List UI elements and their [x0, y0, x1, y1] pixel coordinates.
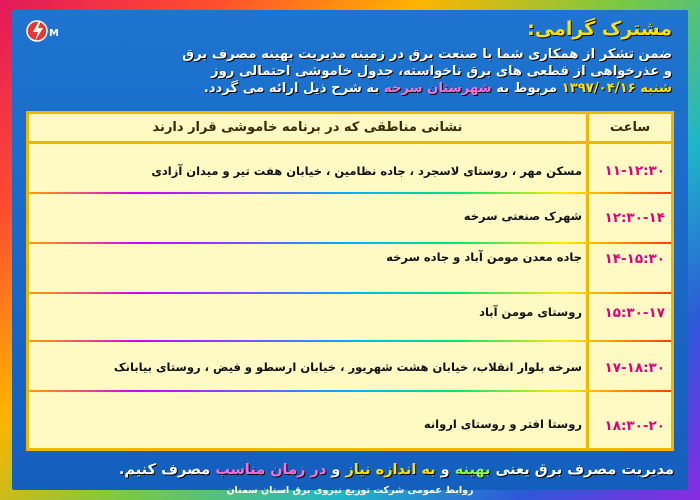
row-area: روستا افتر و روستای اروانه [423, 417, 582, 431]
table-row [29, 194, 671, 244]
intro-line-1: ضمن تشکر از همکاری شما با صنعت برق در زمینه مدیریت بهینه مصرف برق [182, 47, 672, 62]
table-row [29, 342, 671, 392]
intro-mid: مربوط به [496, 81, 558, 96]
intro-line-3 [22, 80, 672, 97]
intro-day: شنبه [640, 81, 672, 96]
row-area: سرخه بلوار انقلاب، خیابان هشت شهریور ، خیابان ارسطو و فیض ، روستای بیابانک [113, 360, 582, 374]
intro-text [22, 46, 672, 97]
column-header-time: ساعت [609, 120, 651, 135]
outage-schedule-table [26, 111, 674, 451]
row-area: مسکن مهر ، روستای لاسجرد ، جاده نظامین ، خیابان هفت تیر و میدان آزادی [151, 164, 582, 178]
row-time: ۱۷-۱۸:۳۰ [604, 360, 665, 376]
row-time: ۱۱-۱۲:۳۰ [604, 163, 665, 179]
row-time: ۱۸:۳۰-۲۰ [604, 418, 665, 434]
intro-city: شهرستان سرخه [383, 81, 492, 96]
organization-credit: روابط عمومی شرکت توزیع نیروی برق استان سمنان [226, 485, 474, 496]
row-time: ۱۴-۱۵:۳۰ [604, 251, 665, 267]
row-time: ۱۲:۳۰-۱۴ [604, 210, 665, 226]
slogan-part: مدیریت مصرف برق یعنی [495, 462, 674, 478]
slogan-part: بهینه [454, 462, 491, 478]
table-row [29, 144, 671, 194]
intro-suffix: به شرح ذیل ارائه می گردد. [203, 81, 380, 96]
svg-text:M: M [49, 28, 59, 39]
intro-date: ۱۳۹۷/۰۴/۱۶ [561, 81, 636, 96]
row-area: جاده معدن مومن آباد و جاده سرخه [386, 250, 582, 264]
row-time: ۱۵:۳۰-۱۷ [604, 305, 665, 321]
row-area: شهرک صنعتی سرخه [463, 209, 582, 223]
table-row [29, 294, 671, 342]
slogan-part: و [440, 462, 450, 478]
slogan [26, 462, 674, 478]
column-header-area: نشانی مناطقی که در برنامه خاموشی قرار دارند [152, 120, 463, 135]
table-header [29, 114, 671, 144]
power-company-logo-icon [26, 16, 60, 46]
page-title: مشترک گرامی: [527, 18, 672, 40]
slogan-part: مصرف کنیم. [118, 462, 211, 478]
slogan-part: و [331, 462, 341, 478]
row-area: روستای مومن آباد [479, 305, 582, 319]
table-row [29, 244, 671, 294]
table-row [29, 392, 671, 448]
slogan-part: به اندازه نیاز [345, 462, 436, 478]
slogan-part: در زمان مناسب [215, 462, 327, 478]
notice-panel [12, 10, 688, 496]
intro-line-2: و عذرخواهی از قطعی های برق ناخواسته، جدول خاموشی احتمالی روز [210, 64, 672, 79]
